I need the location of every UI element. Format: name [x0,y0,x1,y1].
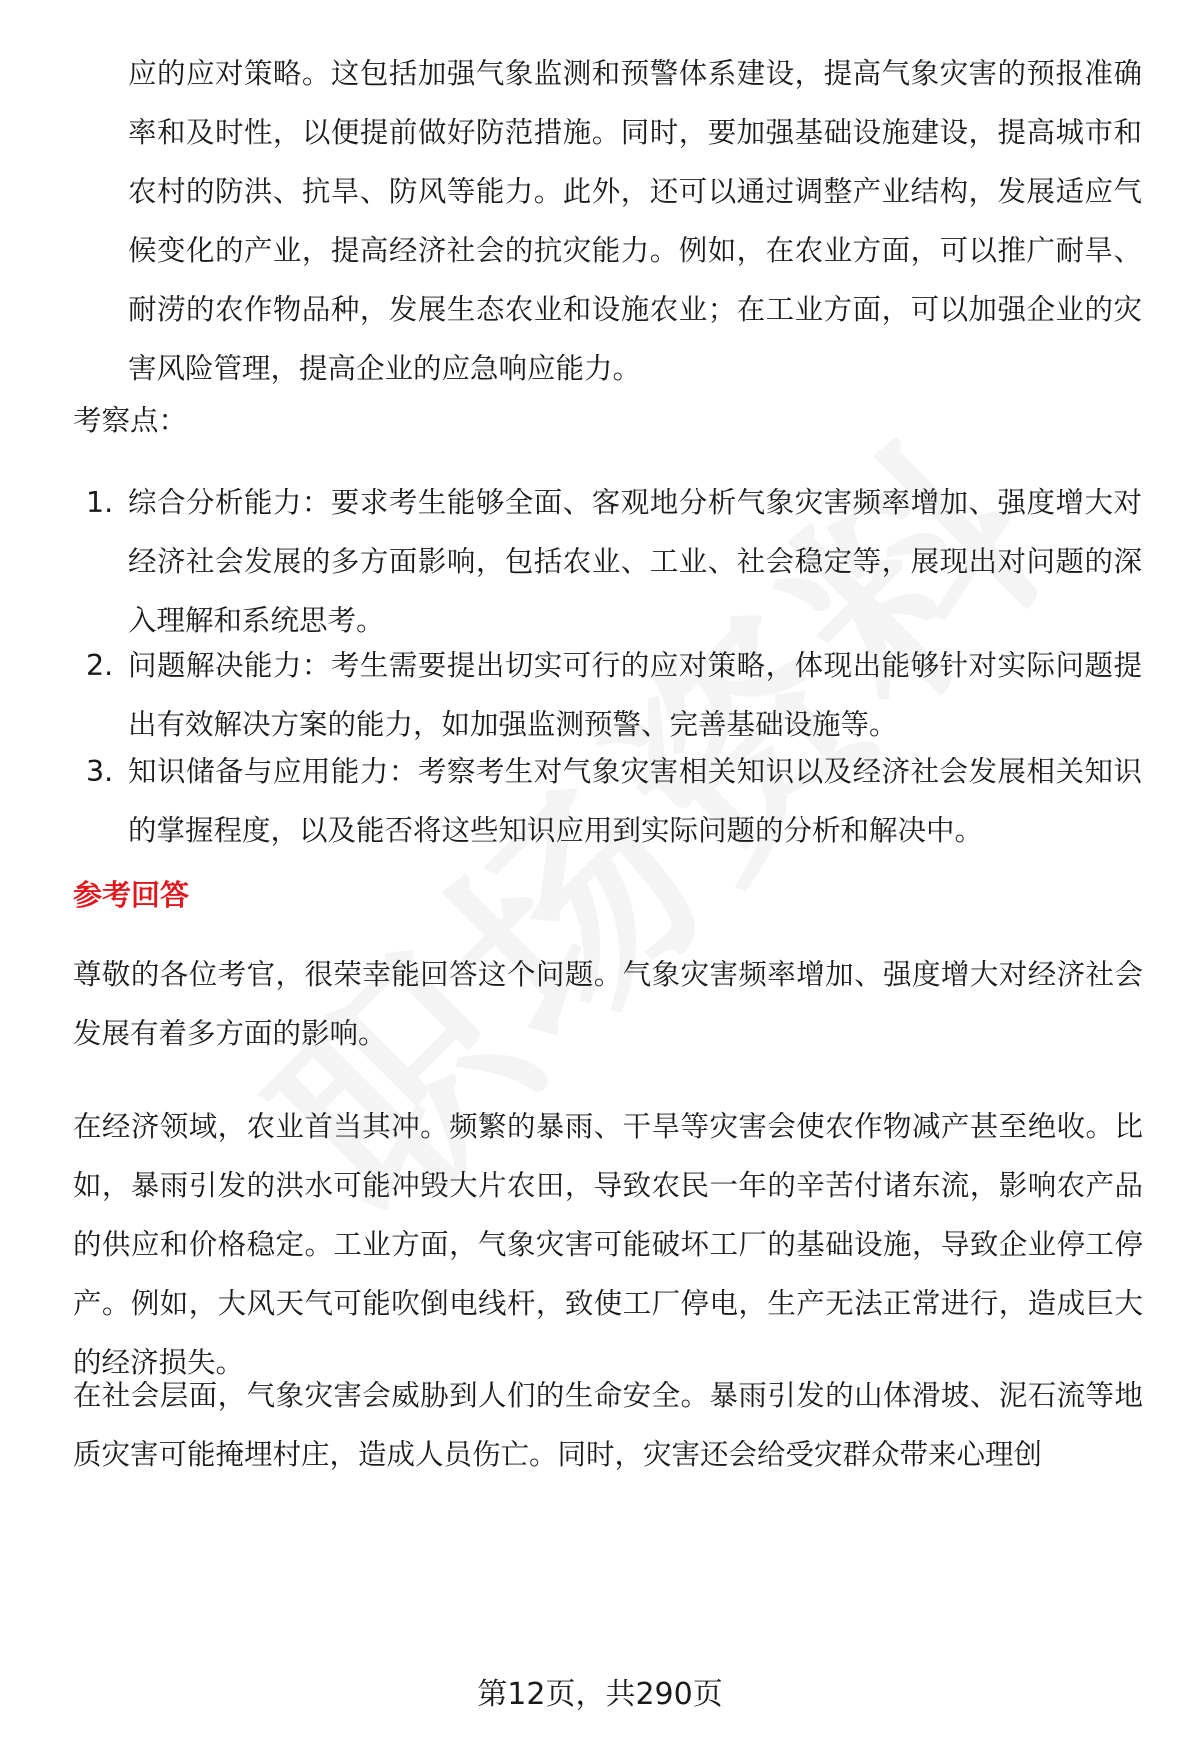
list-text: 综合分析能力：要求考生能够全面、客观地分析气象灾害频率增加、强度增大对经济社会发展的多方面影响，包括农业、工业、社会稳定等，展现出对问题的深入理解和系统思考。 [128,486,1142,637]
list-text: 问题解决能力：考生需要提出切实可行的应对策略，体现出能够针对实际问题提出有效解决方案的能力，如加强监测预警、完善基础设施等。 [128,649,1142,741]
list-text: 知识储备与应用能力：考察考生对气象灾害相关知识以及经济社会发展相关知识的掌握程度，以及能否将这些知识应用到实际问题的分析和解决中。 [128,755,1142,847]
answer-heading: 参考回答 [73,878,190,912]
list-number: 1. [86,486,114,519]
answer-paragraph: 在经济领域，农业首当其冲。频繁的暴雨、干旱等灾害会使农作物减产甚至绝收。比如，暴雨引发的洪水可能冲毁大片农田，导致农民一年的辛苦付诸东流，影响农产品的供应和价格稳定。工业方面，气象灾害可能破坏工厂的基础设施，导致企业停工停产。例如，大风天气可能吹倒电线杆，致使工厂停电，生产无法正常进行，造成巨大的经济损失。 [73,1110,1143,1379]
assessment-label: 考察点： [73,404,188,437]
list-number: 3. [86,755,114,788]
page-footer: 第12页，共290页 [477,1677,723,1712]
intro-continuation-paragraph: 应的应对策略。这包括加强气象监测和预警体系建设，提高气象灾害的预报准确率和及时性，以便提前做好防范措施。同时，要加强基础设施建设，提高城市和农村的防洪、抗旱、防风等能力。此外，还可以通过调整产业结构，发展适应气候变化的产业，提高经济社会的抗灾能力。例如，在农业方面，可以推广耐旱、耐涝的农作物品种，发展生态农业和设施农业；在工业方面，可以加强企业的灾害风险管理，提高企业的应急响应能力。 [128,57,1142,385]
list-number: 2. [86,649,114,682]
answer-paragraph: 在社会层面，气象灾害会威胁到人们的生命安全。暴雨引发的山体滑坡、泥石流等地质灾害可能掩埋村庄，造成人员伤亡。同时，灾害还会给受灾群众带来心理创 [73,1379,1143,1471]
answer-paragraph: 尊敬的各位考官，很荣幸能回答这个问题。气象灾害频率增加、强度增大对经济社会发展有着多方面的影响。 [73,958,1143,1050]
